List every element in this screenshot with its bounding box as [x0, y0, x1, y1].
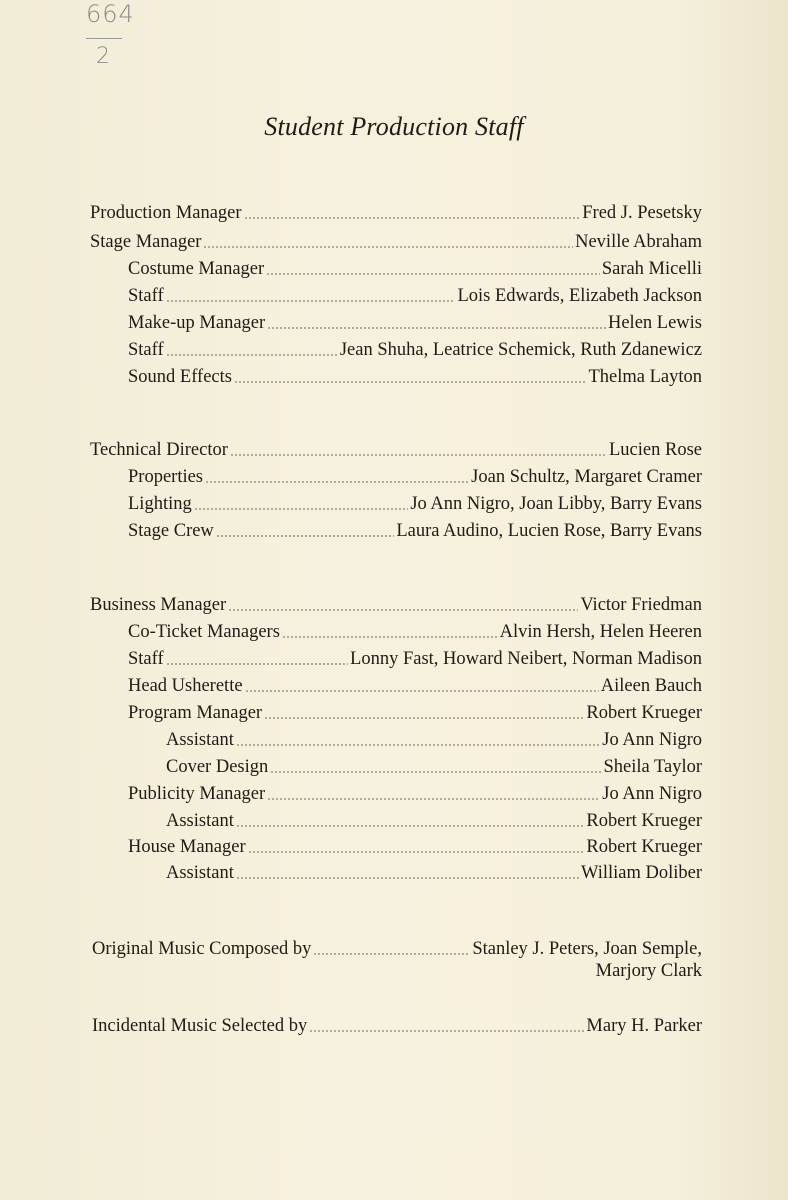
staff-row — [128, 834, 702, 860]
staff-row — [166, 808, 702, 834]
staff-row — [128, 310, 702, 336]
pencil-underline — [86, 38, 122, 39]
staff-names: Sheila Taylor — [603, 757, 702, 777]
staff-names: Lois Edwards, Elizabeth Jackson — [457, 286, 702, 306]
role-label: Costume Manager — [128, 259, 265, 279]
role-label: Cover Design — [166, 757, 269, 777]
pencil-sub-number: 2 — [96, 44, 111, 69]
role-label: Staff — [128, 649, 164, 669]
staff-row — [128, 518, 702, 544]
dot-leader — [244, 214, 581, 220]
role-label: Assistant — [166, 730, 234, 750]
staff-row — [128, 364, 702, 390]
staff-names: Fred J. Pesetsky — [582, 203, 702, 223]
role-label: Properties — [128, 467, 204, 487]
staff-row — [128, 464, 702, 490]
staff-names: Robert Krueger — [586, 837, 702, 857]
dot-leader — [248, 848, 585, 854]
dot-leader — [230, 451, 607, 457]
staff-row — [128, 619, 702, 645]
staff-names: Sarah Micelli — [601, 259, 702, 279]
staff-names: Stanley J. Peters, Joan Semple, — [472, 939, 702, 959]
dot-leader — [203, 243, 573, 249]
role-label: Sound Effects — [128, 367, 232, 387]
staff-row — [166, 754, 702, 780]
staff-names: Lonny Fast, Howard Neibert, Norman Madison — [350, 649, 702, 669]
dot-leader — [166, 660, 348, 666]
staff-row — [128, 256, 702, 282]
staff-row — [128, 781, 702, 807]
dot-leader — [166, 351, 338, 357]
staff-names: Helen Lewis — [607, 313, 702, 333]
dot-leader — [236, 874, 579, 880]
staff-row — [128, 283, 702, 309]
staff-names: Victor Friedman — [580, 595, 702, 615]
staff-names: Laura Audino, Lucien Rose, Barry Evans — [396, 521, 702, 541]
dot-leader — [313, 950, 470, 956]
role-label: Program Manager — [128, 703, 263, 723]
role-label: Assistant — [166, 811, 234, 831]
staff-row — [92, 1013, 702, 1039]
dot-leader — [270, 768, 601, 774]
staff-names: Jo Ann Nigro — [602, 730, 702, 750]
staff-names: Jean Shuha, Leatrice Schemick, Ruth Zdanewicz — [339, 340, 702, 360]
dot-leader — [267, 324, 606, 330]
staff-row — [128, 337, 702, 363]
dot-leader — [245, 687, 599, 693]
dot-leader — [264, 714, 584, 720]
dot-leader — [234, 378, 587, 384]
staff-row — [128, 700, 702, 726]
role-label: Stage Crew — [128, 521, 214, 541]
role-label: Staff — [128, 340, 164, 360]
role-label: Incidental Music Selected by — [92, 1016, 308, 1036]
staff-row — [90, 437, 702, 463]
role-label: Head Usherette — [128, 676, 243, 696]
staff-row — [166, 860, 702, 886]
dot-leader — [194, 505, 409, 511]
role-label: Co-Ticket Managers — [128, 622, 280, 642]
staff-names: Thelma Layton — [588, 367, 702, 387]
staff-names: William Doliber — [580, 863, 702, 883]
role-label: Staff — [128, 286, 164, 306]
staff-names: Alvin Hersh, Helen Heeren — [499, 622, 702, 642]
dot-leader — [309, 1027, 584, 1033]
staff-names: Robert Krueger — [586, 703, 702, 723]
dot-leader — [216, 532, 395, 538]
staff-row — [128, 491, 702, 517]
staff-names: Jo Ann Nigro — [602, 784, 702, 804]
staff-row — [90, 592, 702, 618]
dot-leader — [166, 297, 456, 303]
staff-row — [128, 646, 702, 672]
role-label: Technical Director — [90, 440, 228, 460]
role-label: Assistant — [166, 863, 234, 883]
role-label: Production Manager — [90, 203, 242, 223]
staff-names: Aileen Bauch — [600, 676, 702, 696]
dot-leader — [236, 822, 585, 828]
staff-names: Mary H. Parker — [586, 1016, 702, 1036]
role-label: Lighting — [128, 494, 192, 514]
role-label: House Manager — [128, 837, 246, 857]
staff-names-continued: Marjory Clark — [595, 961, 702, 981]
staff-names: Jo Ann Nigro, Joan Libby, Barry Evans — [410, 494, 702, 514]
page-title: Student Production Staff — [264, 112, 524, 141]
staff-names: Neville Abraham — [575, 232, 702, 252]
role-label: Original Music Composed by — [92, 939, 312, 959]
dot-leader — [205, 478, 469, 484]
dot-leader — [236, 741, 600, 747]
staff-names: Robert Krueger — [586, 811, 702, 831]
dot-leader — [228, 606, 578, 612]
pencil-page-number: 664 — [86, 0, 135, 28]
role-label: Business Manager — [90, 595, 227, 615]
staff-names: Joan Schultz, Margaret Cramer — [471, 467, 702, 487]
staff-row — [166, 727, 702, 753]
dot-leader — [267, 795, 600, 801]
staff-row — [90, 229, 702, 255]
role-label: Publicity Manager — [128, 784, 266, 804]
staff-row — [90, 200, 702, 226]
dot-leader — [266, 270, 600, 276]
staff-names: Lucien Rose — [609, 440, 702, 460]
staff-row — [128, 673, 702, 699]
dot-leader — [282, 633, 498, 639]
role-label: Stage Manager — [90, 232, 202, 252]
role-label: Make-up Manager — [128, 313, 266, 333]
